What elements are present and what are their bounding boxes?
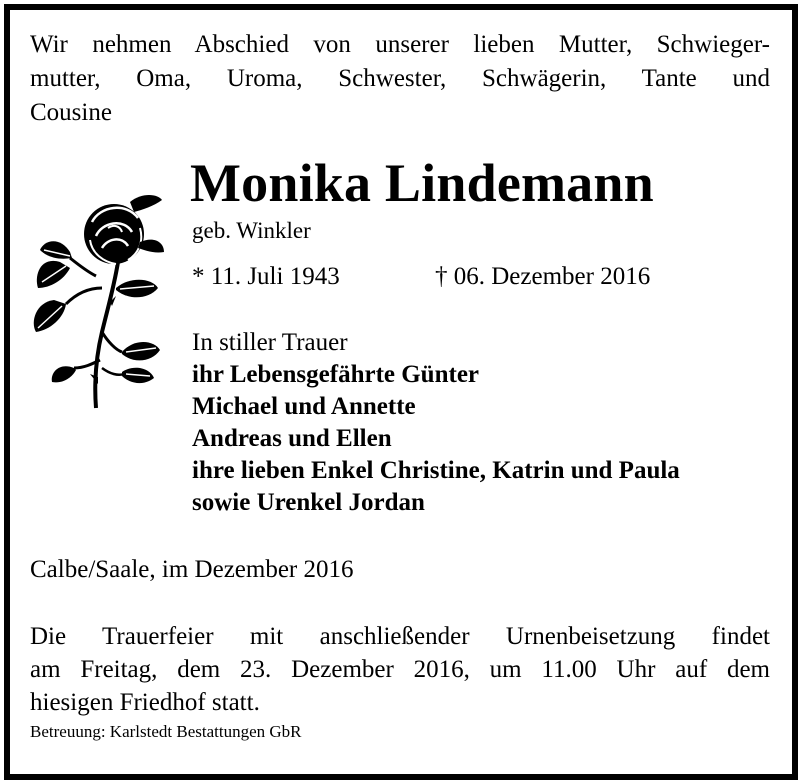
deceased-name: Monika Lindemann bbox=[190, 153, 654, 213]
ceremony-line: am Freitag, dem 23. Dezember 2016, um 11.00 Uhr auf dem bbox=[30, 656, 770, 683]
mourner-entry: sowie Urenkel Jordan bbox=[192, 489, 425, 516]
mourner-entry: Andreas und Ellen bbox=[192, 425, 392, 452]
maiden-name: geb. Winkler bbox=[192, 218, 311, 243]
intro-line: mutter, Oma, Uroma, Schwester, Schwägerin, Tante und bbox=[30, 65, 770, 92]
birth-date: * 11. Juli 1943 bbox=[192, 263, 340, 290]
mourner-entry: ihre lieben Enkel Christine, Katrin und Paula bbox=[192, 457, 680, 484]
ceremony-line: Die Trauerfeier mit anschließender Urnenbeisetzung findet bbox=[30, 623, 770, 650]
intro-line: Wir nehmen Abschied von unserer lieben Mutter, Schwieger- bbox=[30, 31, 770, 58]
funeral-home-credit: Betreuung: Karlstedt Bestattungen GbR bbox=[30, 722, 302, 741]
mourner-entry: ihr Lebensgefährte Günter bbox=[192, 361, 480, 388]
place-date: Calbe/Saale, im Dezember 2016 bbox=[30, 556, 354, 583]
mourners-heading: In stiller Trauer bbox=[192, 329, 348, 356]
intro-text bbox=[30, 28, 770, 130]
intro-line: Cousine bbox=[30, 99, 112, 126]
ceremony-line: hiesigen Friedhof statt. bbox=[30, 689, 260, 716]
rose-icon bbox=[30, 192, 170, 410]
mourner-entry: Michael und Annette bbox=[192, 393, 416, 420]
death-date: † 06. Dezember 2016 bbox=[435, 263, 651, 290]
ceremony-text bbox=[30, 620, 770, 719]
mourners-list bbox=[192, 327, 680, 519]
